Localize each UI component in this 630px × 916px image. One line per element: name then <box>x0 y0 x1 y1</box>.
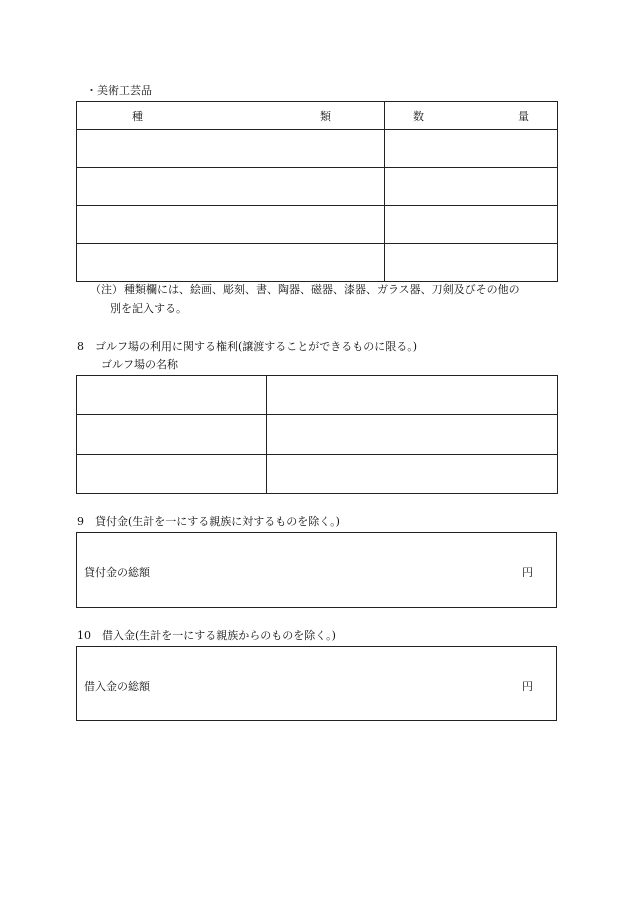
art-qty-header <box>385 102 558 130</box>
loan-yen-unit: 円 <box>522 566 533 579</box>
art-qty-cell[interactable] <box>385 244 558 282</box>
golf-name-cell[interactable] <box>77 376 267 415</box>
art-section-heading: ・美術工芸品 <box>86 84 152 97</box>
art-note-marker: （注） <box>90 283 123 296</box>
art-kind-header-char2: 類 <box>320 110 331 123</box>
art-kind-cell[interactable] <box>77 206 385 244</box>
loan-total-label: 貸付金の総額 <box>84 566 150 579</box>
art-kind-header <box>77 102 385 130</box>
art-qty-header-char2: 量 <box>518 110 529 123</box>
art-table-header <box>77 102 558 130</box>
art-table <box>76 101 558 282</box>
loan-total-box[interactable] <box>76 532 557 608</box>
table-row <box>77 130 558 168</box>
golf-table <box>76 375 558 494</box>
table-row <box>77 206 558 244</box>
golf-detail-cell[interactable] <box>267 455 558 494</box>
art-qty-cell[interactable] <box>385 168 558 206</box>
borrow-total-box[interactable] <box>76 646 557 721</box>
table-row <box>77 415 558 455</box>
table-row <box>77 455 558 494</box>
art-qty-header-char1: 数 <box>413 110 424 123</box>
art-kind-cell[interactable] <box>77 130 385 168</box>
golf-name-cell[interactable] <box>77 455 267 494</box>
art-note-line1: 種類欄には、絵画、彫刻、書、陶器、磁器、漆器、ガラス器、刀剣及びその他の <box>124 283 520 296</box>
art-qty-cell[interactable] <box>385 130 558 168</box>
table-row <box>77 168 558 206</box>
table-row <box>77 376 558 415</box>
golf-detail-cell[interactable] <box>267 415 558 455</box>
golf-section-heading: 8 ゴルフ場の利用に関する権利(譲渡することができるものに限る。) <box>77 340 418 353</box>
art-kind-header-char1: 種 <box>132 110 143 123</box>
golf-name-subheading: ゴルフ場の名称 <box>101 358 178 371</box>
art-kind-cell[interactable] <box>77 168 385 206</box>
golf-name-cell[interactable] <box>77 415 267 455</box>
loan-section-heading: 9 貸付金(生計を一にする親族に対するものを除く。) <box>77 515 340 528</box>
golf-detail-cell[interactable] <box>267 376 558 415</box>
art-note-line2: 別を記入する。 <box>110 302 187 315</box>
art-kind-cell[interactable] <box>77 244 385 282</box>
borrow-total-label: 借入金の総額 <box>84 680 150 693</box>
art-qty-cell[interactable] <box>385 206 558 244</box>
borrow-yen-unit: 円 <box>522 680 533 693</box>
table-row <box>77 244 558 282</box>
borrow-section-heading: 10 借入金(生計を一にする親族からのものを除く。) <box>77 629 336 642</box>
